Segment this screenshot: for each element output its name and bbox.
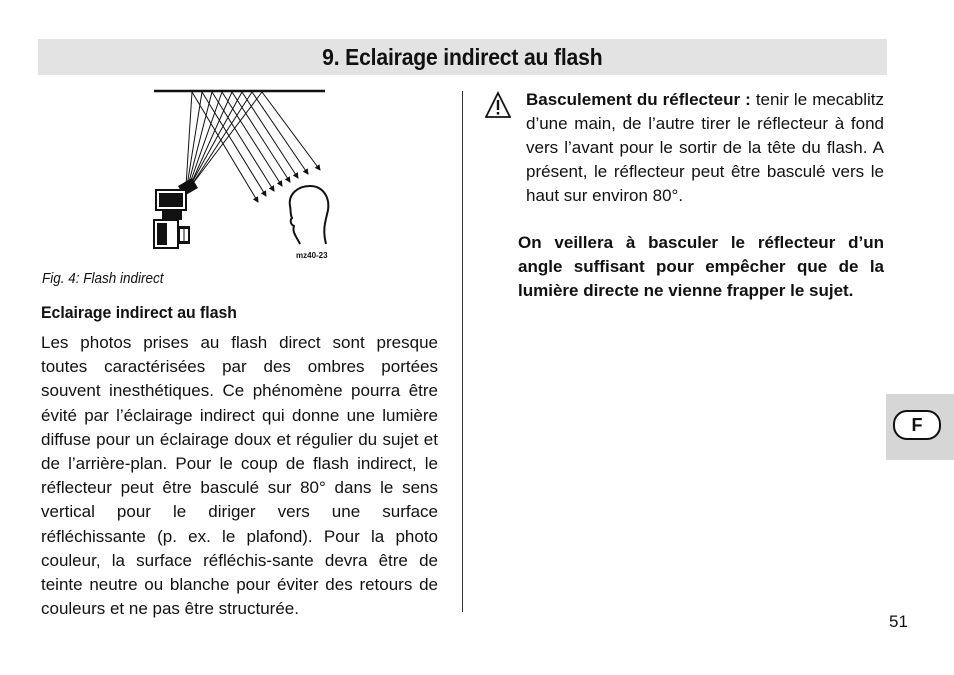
- language-badge: F: [893, 410, 941, 440]
- section-heading: Eclairage indirect au flash: [41, 303, 237, 322]
- warning-text: tenir le mecablitz d’une main, de l’autre tirer le réflecteur à fond vers l’avant pour le sortir de la tête du flash. A présent, le réflecteur peut être basculé vers le haut sur environ 80°.: [526, 90, 884, 205]
- column-divider: [462, 91, 463, 612]
- note-paragraph: On veillera à basculer le réflecteur d’un angle suffisant pour empêcher que de la lumière directe ne vienne frapper le sujet.: [518, 233, 884, 300]
- flash-indirect-illustration: [140, 86, 340, 266]
- warning-triangle-icon: [485, 91, 511, 119]
- camera-flash-icon: [154, 178, 198, 248]
- language-tab: [886, 394, 954, 460]
- section-body: Les photos prises au flash direct sont presque toutes caractérisées par des ombres portées souvent inesthétiques. Ce phénomène pourra être évité par l’éclairage indirect qui donne une lumière diffuse pour un éclairage doux et régulier du sujet et de l’arrière-plan. Pour le coup de flash indirect, le réflecteur peut être basculé sur 80° dans le sens vertical pour le diriger vers une surface réfléchissante (p. ex. le plafond). Pour la photo couleur, la surface réfléchis-sante devra être de teinte neutre ou blanche pour éviter des retours de couleurs et ne pas être structurée.: [41, 333, 438, 619]
- figure-code: mz40-23: [296, 251, 328, 260]
- subject-head-icon: [290, 186, 329, 244]
- warning-paragraph: [526, 88, 884, 208]
- flash-diagram: [140, 86, 340, 266]
- title-bar: [38, 39, 887, 75]
- page-title: 9. Eclairage indirect au flash: [322, 43, 603, 70]
- warning-label: Basculement du réflecteur :: [526, 90, 751, 109]
- page-number: 51: [889, 612, 908, 631]
- figure-caption: Fig. 4: Flash indirect: [42, 270, 164, 287]
